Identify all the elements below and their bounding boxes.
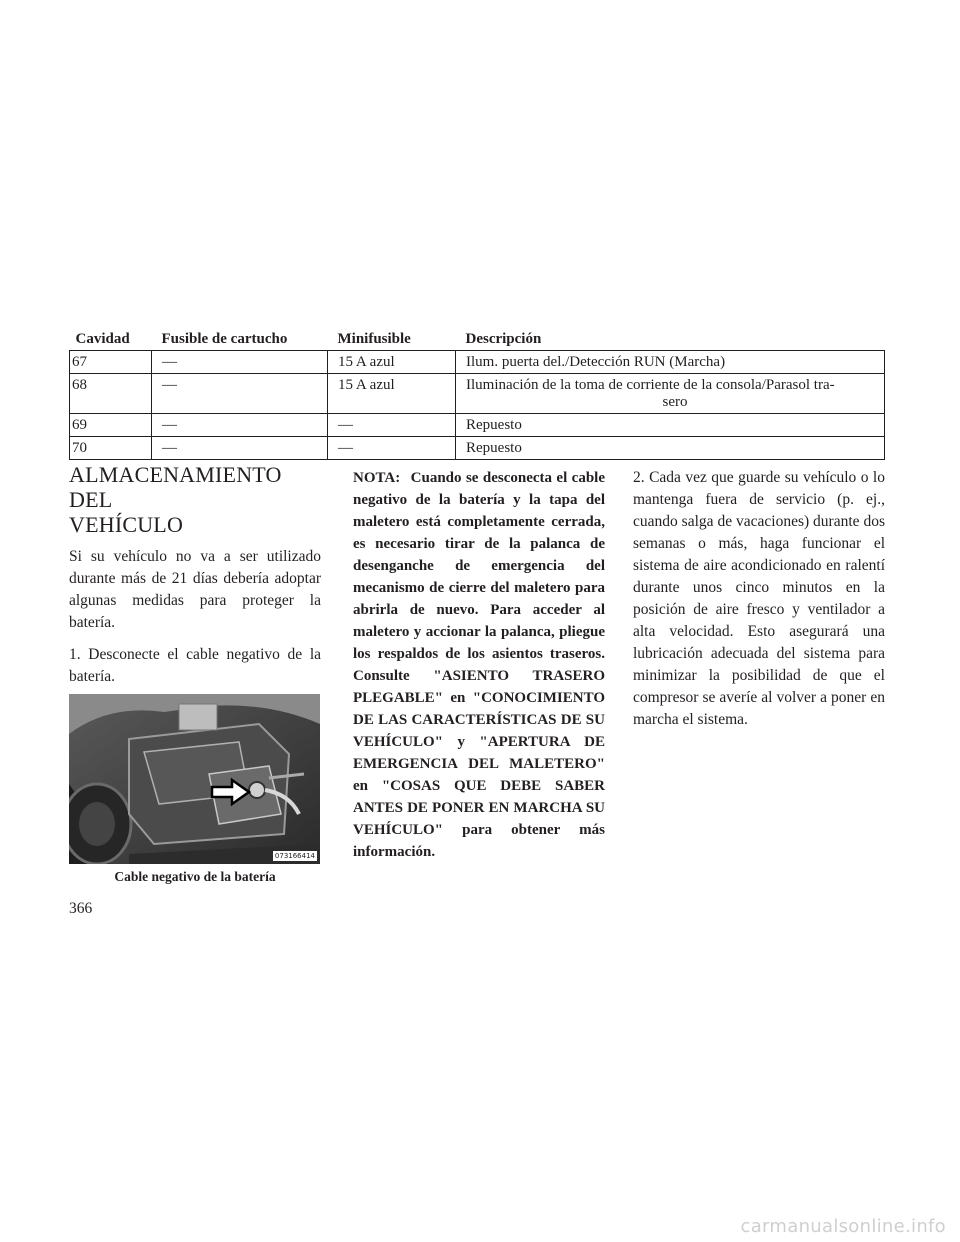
watermark: carmanualsonline.info: [740, 1216, 946, 1237]
minifuse-cell: —: [328, 414, 456, 437]
battery-cable-figure: [69, 694, 320, 864]
description-cell: [456, 437, 885, 460]
cavity-cell: 69: [70, 414, 152, 437]
description-text: Repuesto: [466, 440, 522, 456]
cavity-cell: 67: [70, 351, 152, 374]
section-title: [69, 462, 321, 537]
cartridge-cell: —: [152, 437, 328, 460]
column-header-cavity: Cavidad: [70, 329, 152, 351]
minifuse-cell: 15 A azul: [328, 374, 456, 414]
figure-id: 073166414: [274, 852, 315, 860]
description-cell: [456, 374, 885, 414]
step-2: 2. Cada vez que guarde su vehículo o lo mantenga fuera de servicio (p. ej., cuando salga de vacaciones) durante dos semanas o más, haga funcionar el sistema de aire acondicionado en ralentí durante unos cinco minutos en la posición de aire fresco y ventilador a alta velocidad. Esto asegurará una lubricación adecuada del sistema para minimizar la posibilidad de que el compresor se averíe al volver a poner en marcha el sistema.: [633, 469, 885, 728]
minifuse-cell: —: [328, 437, 456, 460]
minifuse-cell: 15 A azul: [328, 351, 456, 374]
column-right: [633, 467, 885, 741]
page-number: 366: [69, 900, 93, 917]
cartridge-cell: —: [152, 351, 328, 374]
fuse-table: [69, 329, 885, 460]
column-header-description: Descripción: [456, 329, 885, 351]
table-row: [70, 437, 885, 460]
column-header-minifuse: Minifusible: [328, 329, 456, 351]
description-cell: [456, 351, 885, 374]
section-title-line2: VEHÍCULO: [69, 512, 184, 537]
description-text: Iluminación de la toma de corriente de la consola/Parasol tra-: [466, 377, 835, 393]
cavity-cell: 70: [70, 437, 152, 460]
table-row: [70, 374, 885, 414]
note-block: [353, 467, 605, 863]
table-row: [70, 351, 885, 374]
note-text: Cuando se desconecta el cable negativo de la batería y la tapa del maletero está completamente cerrada, es necesario tirar de la palanca de desenganche de emergencia del mecanismo de cierre del maletero para abrirla de nuevo. Para acceder al maletero y accionar la palanca, pliegue los respaldos de los asientos traseros. Consulte "ASIENTO TRASERO PLEGABLE" en "CONOCIMIENTO DE LAS CARACTERÍSTICAS DE SU VEHÍCULO" y "APERTURA DE EMERGENCIA DEL MALETERO" en "COSAS QUE DEBE SABER ANTES DE PONER EN MARCHA SU VEHÍCULO" para obtener más información.: [353, 470, 605, 860]
cavity-cell: 68: [70, 374, 152, 414]
cartridge-cell: —: [152, 374, 328, 414]
trunk-battery-illustration: [69, 694, 320, 864]
column-header-cartridge-fuse: Fusible de cartucho: [152, 329, 328, 351]
intro-paragraph: Si su vehículo no va a ser utilizado durante más de 21 días debería adoptar algunas medidas para proteger la batería.: [69, 548, 321, 631]
description-text: Ilum. puerta del./Detección RUN (Marcha): [466, 354, 726, 370]
note-label: NOTA:: [353, 470, 401, 486]
table-header-row: [70, 329, 885, 351]
description-continuation: sero: [662, 394, 688, 410]
step-1: 1. Desconecte el cable negativo de la batería.: [69, 646, 321, 685]
column-left: [69, 462, 321, 886]
section-title-line1: ALMACENAMIENTO DEL: [69, 462, 282, 512]
description-cell: [456, 414, 885, 437]
cartridge-cell: —: [152, 414, 328, 437]
figure-caption: Cable negativo de la batería: [114, 869, 276, 884]
table-row: [70, 414, 885, 437]
description-text: Repuesto: [466, 417, 522, 433]
